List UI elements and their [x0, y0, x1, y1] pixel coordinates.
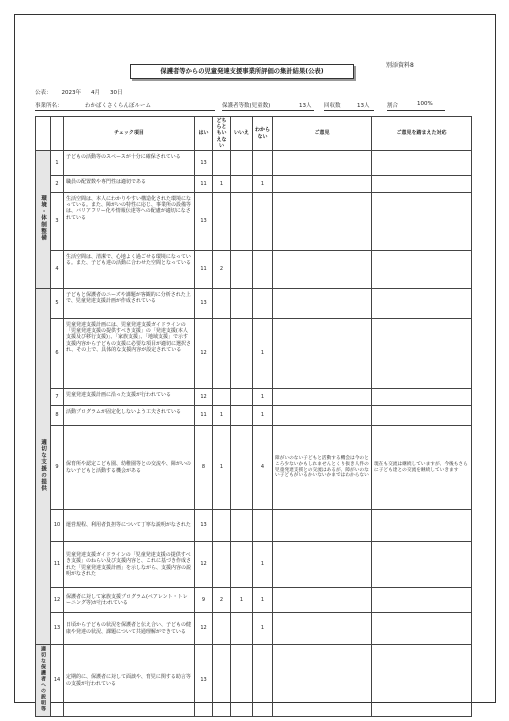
header-check-item: チェック項目	[64, 117, 195, 151]
category-environment	[36, 151, 51, 289]
row-comment	[273, 389, 372, 406]
row-no	[231, 645, 253, 717]
row-check-item: 活動プログラムが固定化しないよう工夫されている	[64, 406, 195, 426]
header-response: ご意見を踏まえた対応	[372, 117, 472, 151]
table-row	[36, 319, 472, 389]
header-number	[51, 117, 64, 151]
row-check-item: 児童発達支援ガイドラインの「児童発達支援の提供すべき支援」のねらい及び支援内容と、これに基づき作成された「児童発達支援計画」を示しながら、支援内容の説明がなされた	[64, 542, 195, 588]
row-no	[231, 289, 253, 319]
row-unknown	[253, 510, 273, 542]
row-comment	[273, 251, 372, 289]
row-check-item: 生活空間は、本人にわかりやすい構造化された環境になっている。また、障がいの特性に応じ、事業所の設備等は、バリアフリー化や情報伝達等への配慮が適切になされている	[64, 193, 195, 251]
row-no	[231, 176, 253, 193]
table-row	[36, 389, 472, 406]
row-yes: 13	[195, 193, 213, 251]
date-label: 公表：	[35, 90, 52, 96]
category-care-label: 適切な保護者への説明等	[40, 646, 46, 713]
row-no	[231, 542, 253, 588]
category-support-label: 適切な支援の提供	[40, 438, 46, 492]
ratio-underline	[387, 110, 445, 111]
row-neutral	[213, 645, 231, 717]
row-check-item: 保育所や認定こども園、幼稚園等との交流や、障がいのない子どもと活動する機会がある	[64, 426, 195, 510]
row-yes: 12	[195, 319, 213, 389]
row-response	[372, 406, 472, 426]
row-check-item: 日頃から子どもの状況を保護者と伝え合い、子どもの健康や発達の状況、課題について共通理解ができている	[64, 613, 195, 645]
answers-label: 回収数	[324, 103, 341, 109]
row-number: 6	[51, 319, 64, 389]
row-comment	[273, 613, 372, 645]
row-neutral	[213, 613, 231, 645]
row-number: 13	[51, 613, 64, 645]
row-neutral: 1	[213, 176, 231, 193]
row-unknown	[253, 645, 273, 717]
row-no	[231, 151, 253, 176]
header-neutral: どちらともいえない	[213, 117, 231, 151]
row-check-item: 保護者に対して家族支援プログラム(ペアレント・トレーニング等)が行われている	[64, 588, 195, 613]
row-yes: 12	[195, 542, 213, 588]
row-unknown: 1	[253, 542, 273, 588]
row-no	[231, 193, 253, 251]
date-year: 2023年	[61, 90, 82, 96]
respondent-underline	[222, 110, 314, 111]
row-number: 12	[51, 588, 64, 613]
row-response	[372, 645, 472, 717]
row-unknown	[253, 193, 273, 251]
row-neutral: 1	[213, 426, 231, 510]
row-number: 5	[51, 289, 64, 319]
ratio-label: 割合	[387, 103, 399, 109]
row-unknown: 1	[253, 613, 273, 645]
row-comment	[273, 510, 372, 542]
row-unknown	[253, 151, 273, 176]
header-yes: はい	[195, 117, 213, 151]
row-check-item: 運営規程、利用者負担等について丁寧な説明がなされた	[64, 510, 195, 542]
row-neutral	[213, 319, 231, 389]
row-yes: 12	[195, 613, 213, 645]
respondent-label: 保護者等数(児童数)	[222, 103, 271, 109]
header-comments: ご意見	[273, 117, 372, 151]
facility-underline	[35, 110, 215, 111]
row-number: 9	[51, 426, 64, 510]
row-number: 2	[51, 176, 64, 193]
row-yes: 13	[195, 151, 213, 176]
row-response	[372, 289, 472, 319]
row-check-item: 子どもの活動等のスペースが十分に確保されている	[64, 151, 195, 176]
row-yes: 12	[195, 389, 213, 406]
row-response	[372, 176, 472, 193]
row-neutral: 1	[213, 406, 231, 426]
row-comment	[273, 406, 372, 426]
row-comment	[273, 645, 372, 717]
row-no	[231, 613, 253, 645]
table-row	[36, 542, 472, 588]
ratio-value: 100%	[417, 101, 433, 107]
table-row	[36, 193, 472, 251]
row-yes: 13	[195, 645, 213, 717]
row-no	[231, 510, 253, 542]
row-response	[372, 510, 472, 542]
appendix-label: 別添資料8	[386, 62, 414, 69]
row-unknown	[253, 251, 273, 289]
table-row	[36, 588, 472, 613]
row-comment	[273, 151, 372, 176]
table-row	[36, 613, 472, 645]
publish-date	[35, 88, 133, 96]
row-no: 1	[231, 588, 253, 613]
category-environment-label: 環境・体制整備	[40, 194, 46, 242]
row-unknown: 1	[253, 406, 273, 426]
table-row	[36, 251, 472, 289]
facility-name: わかばくさくらんぼルーム	[85, 103, 152, 109]
row-check-item: 児童発達支援計画に沿った支援が行われている	[64, 389, 195, 406]
row-check-item: 児童発達支援計画には、児童発達支援ガイドラインの「児童発達支援の提供すべき支援」の「発達支援(本人支援及び移行支援)」、「家族支援」、「地域支援」で示す支援内容から子どもの支援に必要な項目が適切に選択され、その上で、具体的な支援内容が設定されている	[64, 319, 195, 389]
row-unknown: 1	[253, 588, 273, 613]
answers-value: 13人	[357, 103, 370, 109]
row-response	[372, 151, 472, 176]
document-title: 保護者等からの児童発達支援事業所評価の集計結果(公表)	[130, 64, 354, 79]
row-number: 8	[51, 406, 64, 426]
row-unknown: 4	[253, 426, 273, 510]
header-category	[36, 117, 51, 151]
row-number: 3	[51, 193, 64, 251]
row-comment: 障がいのない子どもと活動する機会は今のところ少ないかもしれませんとくり抜き人件の児童発達支援との交流はあるが、障がいのない子どもがいるかいないかまではわからない	[273, 426, 372, 510]
row-number: 7	[51, 389, 64, 406]
row-comment	[273, 176, 372, 193]
row-unknown: 1	[253, 319, 273, 389]
row-number: 4	[51, 251, 64, 289]
row-response	[372, 542, 472, 588]
table-row	[36, 406, 472, 426]
row-yes: 9	[195, 588, 213, 613]
row-check-item: 子どもと保護者のニーズや課題が客観的に分析された上で、児童発達支援計画が作成されている	[64, 289, 195, 319]
row-response	[372, 588, 472, 613]
row-neutral	[213, 389, 231, 406]
row-comment	[273, 542, 372, 588]
row-comment	[273, 319, 372, 389]
row-comment	[273, 193, 372, 251]
evaluation-table	[35, 116, 472, 717]
row-no	[231, 251, 253, 289]
row-no	[231, 406, 253, 426]
category-support	[36, 289, 51, 645]
table-row	[36, 289, 472, 319]
row-comment	[273, 588, 372, 613]
row-response: 現在も交流は継続していますが、今後もさらに子ども達との交流を継続していきます	[372, 426, 472, 510]
row-response	[372, 251, 472, 289]
header-no: いいえ	[231, 117, 253, 151]
table-row	[36, 176, 472, 193]
row-unknown: 1	[253, 176, 273, 193]
row-neutral	[213, 151, 231, 176]
row-unknown: 1	[253, 389, 273, 406]
row-check-item: 職員の配置数や専門性は適切である	[64, 176, 195, 193]
row-neutral	[213, 193, 231, 251]
row-response	[372, 613, 472, 645]
row-number: 11	[51, 542, 64, 588]
facility-label: 事業所名：	[35, 103, 63, 109]
row-yes: 11	[195, 251, 213, 289]
row-no	[231, 319, 253, 389]
row-no	[231, 426, 253, 510]
answers-underline	[324, 110, 374, 111]
row-number: 10	[51, 510, 64, 542]
row-neutral: 2	[213, 588, 231, 613]
header-unknown: わからない	[253, 117, 273, 151]
table-row	[36, 645, 472, 717]
row-neutral	[213, 289, 231, 319]
row-yes: 13	[195, 289, 213, 319]
row-response	[372, 319, 472, 389]
row-response	[372, 389, 472, 406]
category-care	[36, 645, 51, 717]
row-no	[231, 389, 253, 406]
row-yes: 11	[195, 176, 213, 193]
row-neutral: 2	[213, 251, 231, 289]
table-row	[36, 510, 472, 542]
row-check-item: 定期的に、保護者に対して面談や、育児に関する助言等の支援が行われている	[64, 645, 195, 717]
table-header-row	[36, 117, 472, 151]
row-unknown	[253, 289, 273, 319]
date-month: 4月	[91, 90, 101, 96]
row-check-item: 生活空間は、清潔で、心地よく過ごせる環境になっている。また、子ども達の活動に合わせた空間となっている	[64, 251, 195, 289]
table-row	[36, 151, 472, 176]
row-neutral	[213, 510, 231, 542]
row-yes: 8	[195, 426, 213, 510]
respondent-value: 13人	[299, 103, 312, 109]
date-day: 30日	[110, 90, 123, 96]
row-number: 1	[51, 151, 64, 176]
row-response	[372, 193, 472, 251]
row-comment	[273, 289, 372, 319]
row-yes: 11	[195, 406, 213, 426]
row-yes: 13	[195, 510, 213, 542]
row-number: 14	[51, 645, 64, 717]
table-row	[36, 426, 472, 510]
row-neutral	[213, 542, 231, 588]
